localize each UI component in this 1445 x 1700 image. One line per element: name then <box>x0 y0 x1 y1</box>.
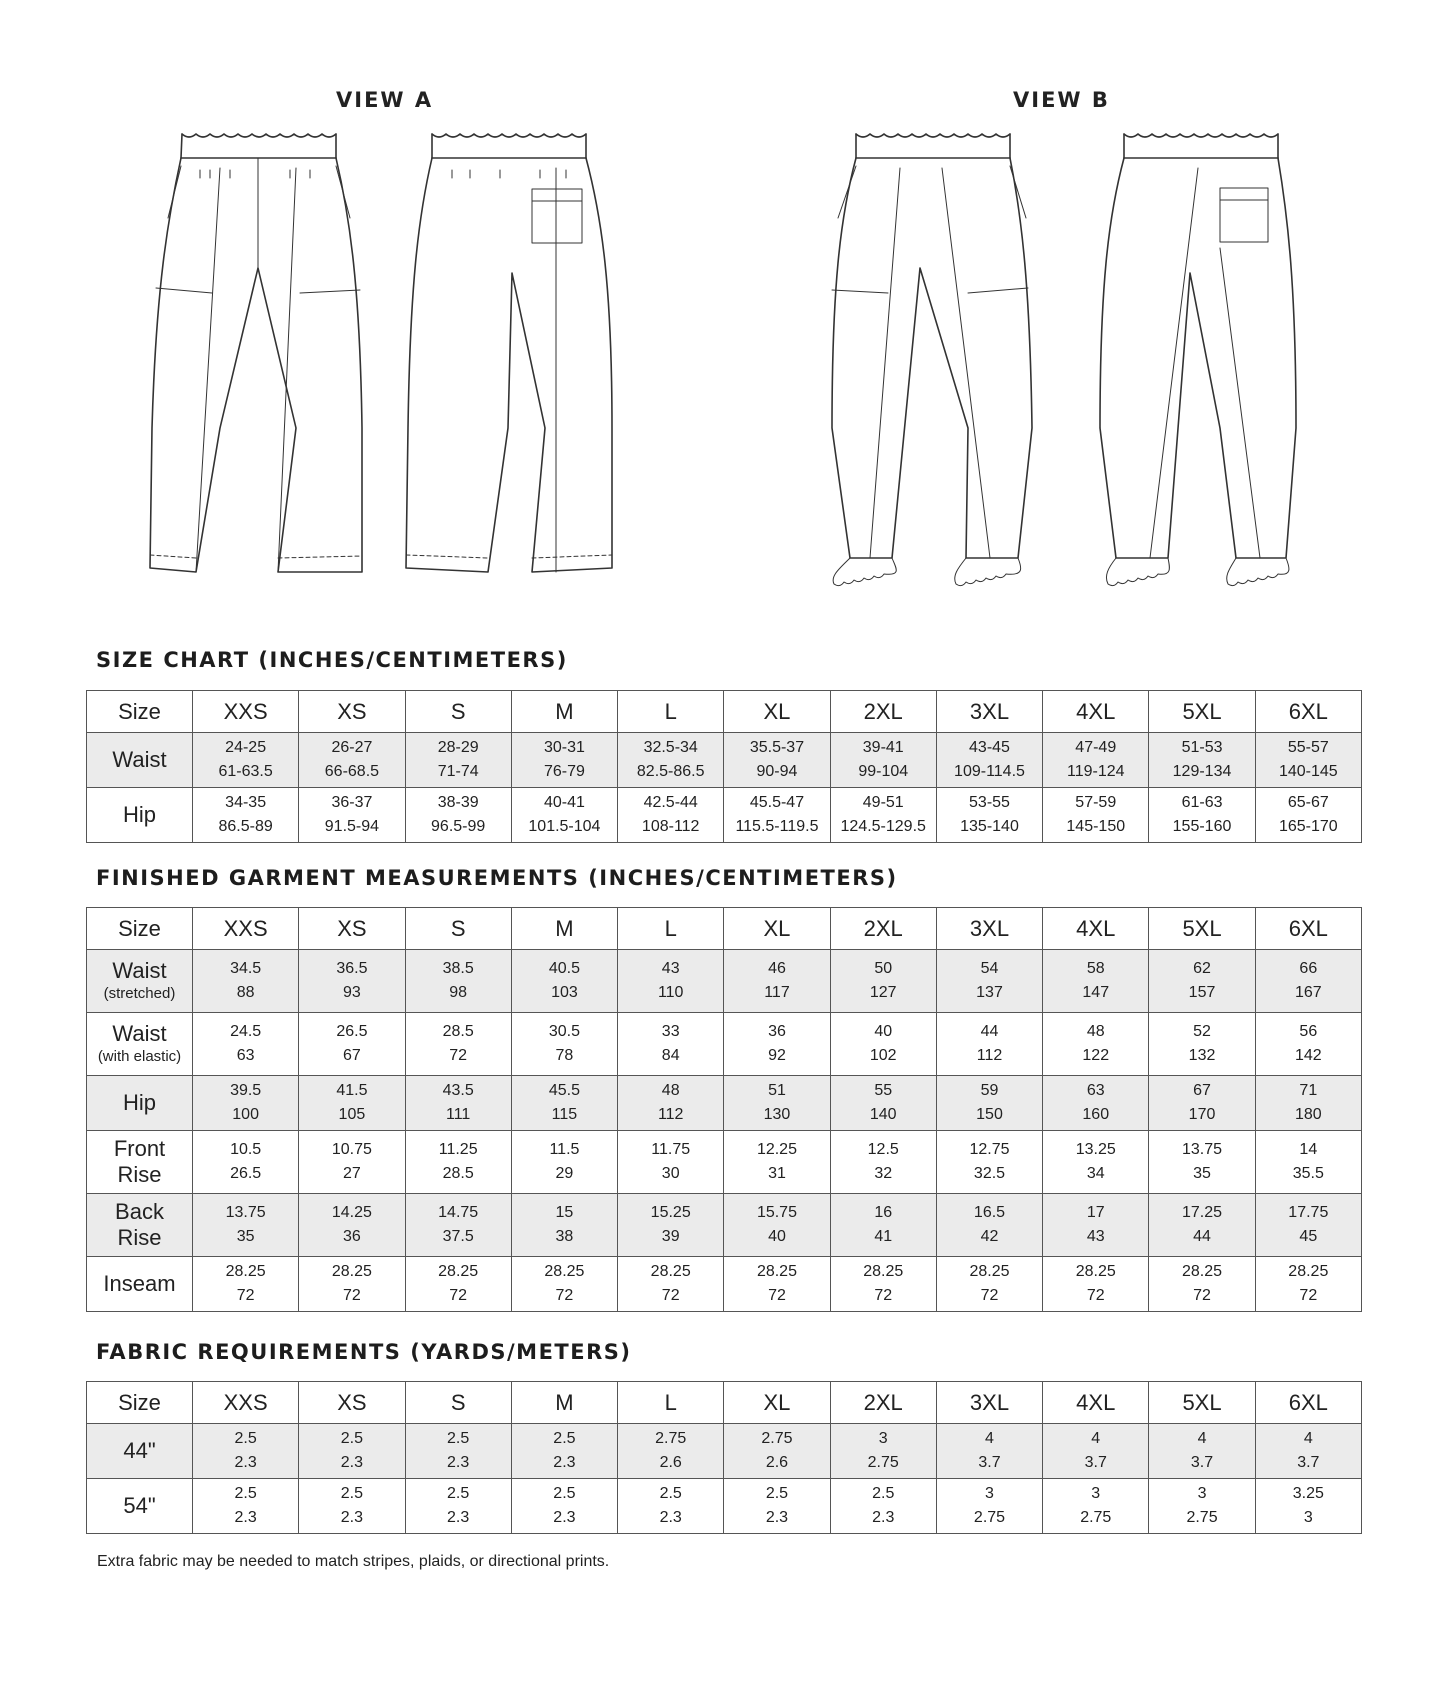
table-row <box>87 950 1362 1013</box>
table-cell: 14.75 37.5 <box>405 1194 511 1257</box>
table-cell: 10.5 26.5 <box>193 1131 299 1194</box>
finished-measurements-title: FINISHED GARMENT MEASUREMENTS (INCHES/CENTIMETERS) <box>96 866 898 890</box>
table-row <box>87 1076 1362 1131</box>
table-cell: 28.25 72 <box>193 1257 299 1312</box>
table-cell: 28.5 72 <box>405 1013 511 1076</box>
table-cell: 11.75 30 <box>618 1131 724 1194</box>
table-cell: 36.5 93 <box>299 950 405 1013</box>
table-cell: 2.5 2.3 <box>193 1479 299 1534</box>
table-cell: 14.25 36 <box>299 1194 405 1257</box>
table-cell: 65-67 165-170 <box>1255 788 1361 843</box>
table-cell: 16 41 <box>830 1194 936 1257</box>
table-cell: 36-37 91.5-94 <box>299 788 405 843</box>
table-cell: 67 170 <box>1149 1076 1255 1131</box>
size-column-header: 6XL <box>1255 908 1361 950</box>
table-cell: 14 35.5 <box>1255 1131 1361 1194</box>
table-cell: 4 3.7 <box>1255 1424 1361 1479</box>
size-column-header: L <box>618 908 724 950</box>
table-row <box>87 1424 1362 1479</box>
table-cell: 51-53 129-134 <box>1149 733 1255 788</box>
view-a-label: VIEW A <box>336 88 434 112</box>
table-cell: 28.25 72 <box>1149 1257 1255 1312</box>
table-cell: 3 2.75 <box>1043 1479 1149 1534</box>
table-cell: 46 117 <box>724 950 830 1013</box>
size-column-header: XS <box>299 1382 405 1424</box>
table-cell: 59 150 <box>936 1076 1042 1131</box>
table-cell: 28.25 72 <box>1043 1257 1149 1312</box>
table-cell: 3 2.75 <box>830 1424 936 1479</box>
table-cell: 24.5 63 <box>193 1013 299 1076</box>
table-row <box>87 1257 1362 1312</box>
row-label: 44" <box>87 1424 193 1479</box>
table-row <box>87 1131 1362 1194</box>
table-cell: 17.25 44 <box>1149 1194 1255 1257</box>
table-cell: 61-63 155-160 <box>1149 788 1255 843</box>
table-cell: 30-31 76-79 <box>511 733 617 788</box>
size-column-header: 2XL <box>830 1382 936 1424</box>
size-column-header: S <box>405 908 511 950</box>
table-cell: 15 38 <box>511 1194 617 1257</box>
table-cell: 71 180 <box>1255 1076 1361 1131</box>
row-label: Waist (with elastic) <box>87 1013 193 1076</box>
table-cell: 2.5 2.3 <box>724 1479 830 1534</box>
table-cell: 56 142 <box>1255 1013 1361 1076</box>
table-cell: 47-49 119-124 <box>1043 733 1149 788</box>
size-column-header: 5XL <box>1149 691 1255 733</box>
table-cell: 28.25 72 <box>405 1257 511 1312</box>
table-cell: 41.5 105 <box>299 1076 405 1131</box>
row-label: Hip <box>87 788 193 843</box>
size-column-header: 2XL <box>830 691 936 733</box>
table-cell: 28.25 72 <box>511 1257 617 1312</box>
table-cell: 45.5-47 115.5-119.5 <box>724 788 830 843</box>
view-b-label: VIEW B <box>1013 88 1110 112</box>
size-column-header: XL <box>724 908 830 950</box>
table-cell: 4 3.7 <box>1043 1424 1149 1479</box>
fabric-requirements-title: FABRIC REQUIREMENTS (YARDS/METERS) <box>96 1340 632 1364</box>
table-cell: 28.25 72 <box>830 1257 936 1312</box>
size-column-header: XXS <box>193 908 299 950</box>
row-label: Waist (stretched) <box>87 950 193 1013</box>
size-column-header: XL <box>724 1382 830 1424</box>
size-column-header: XS <box>299 908 405 950</box>
table-cell: 13.75 35 <box>193 1194 299 1257</box>
table-cell: 2.5 2.3 <box>193 1424 299 1479</box>
row-label: Hip <box>87 1076 193 1131</box>
table-cell: 52 132 <box>1149 1013 1255 1076</box>
table-cell: 2.5 2.3 <box>299 1424 405 1479</box>
table-cell: 13.75 35 <box>1149 1131 1255 1194</box>
table-cell: 11.25 28.5 <box>405 1131 511 1194</box>
table-cell: 62 157 <box>1149 950 1255 1013</box>
size-column-header: 4XL <box>1043 1382 1149 1424</box>
table-cell: 36 92 <box>724 1013 830 1076</box>
table-cell: 54 137 <box>936 950 1042 1013</box>
table-cell: 2.5 2.3 <box>299 1479 405 1534</box>
table-row <box>87 1013 1362 1076</box>
table-cell: 3 2.75 <box>1149 1479 1255 1534</box>
table-cell: 12.25 31 <box>724 1131 830 1194</box>
table-cell: 11.5 29 <box>511 1131 617 1194</box>
table-cell: 38.5 98 <box>405 950 511 1013</box>
view-b-front-pants <box>832 134 1032 586</box>
size-header: Size <box>87 1382 193 1424</box>
table-cell: 49-51 124.5-129.5 <box>830 788 936 843</box>
finished-measurements-table <box>86 907 1362 1312</box>
table-cell: 55 140 <box>830 1076 936 1131</box>
table-cell: 26-27 66-68.5 <box>299 733 405 788</box>
view-b-drawing <box>720 128 1440 598</box>
table-cell: 2.5 2.3 <box>830 1479 936 1534</box>
size-column-header: 6XL <box>1255 1382 1361 1424</box>
table-cell: 30.5 78 <box>511 1013 617 1076</box>
table-cell: 58 147 <box>1043 950 1149 1013</box>
size-column-header: 3XL <box>936 1382 1042 1424</box>
table-cell: 3 2.75 <box>936 1479 1042 1534</box>
table-cell: 17 43 <box>1043 1194 1149 1257</box>
view-a-back-pants <box>406 134 612 572</box>
view-b-back-pants <box>1100 134 1296 586</box>
finished-header-row <box>87 908 1362 950</box>
table-cell: 2.75 2.6 <box>724 1424 830 1479</box>
table-cell: 32.5-34 82.5-86.5 <box>618 733 724 788</box>
table-cell: 28.25 72 <box>618 1257 724 1312</box>
view-b-illustration <box>720 128 1440 598</box>
table-row <box>87 788 1362 843</box>
table-cell: 63 160 <box>1043 1076 1149 1131</box>
table-cell: 66 167 <box>1255 950 1361 1013</box>
table-cell: 45.5 115 <box>511 1076 617 1131</box>
size-column-header: 2XL <box>830 908 936 950</box>
table-cell: 40 102 <box>830 1013 936 1076</box>
table-row <box>87 1479 1362 1534</box>
row-label: 54" <box>87 1479 193 1534</box>
table-cell: 10.75 27 <box>299 1131 405 1194</box>
table-cell: 39-41 99-104 <box>830 733 936 788</box>
table-cell: 28.25 72 <box>936 1257 1042 1312</box>
table-cell: 15.25 39 <box>618 1194 724 1257</box>
table-cell: 28.25 72 <box>724 1257 830 1312</box>
size-column-header: 4XL <box>1043 908 1149 950</box>
table-cell: 3.25 3 <box>1255 1479 1361 1534</box>
table-cell: 2.5 2.3 <box>618 1479 724 1534</box>
size-column-header: 4XL <box>1043 691 1149 733</box>
table-cell: 48 112 <box>618 1076 724 1131</box>
table-cell: 53-55 135-140 <box>936 788 1042 843</box>
table-cell: 28.25 72 <box>1255 1257 1361 1312</box>
size-column-header: M <box>511 691 617 733</box>
size-column-header: XXS <box>193 1382 299 1424</box>
table-cell: 24-25 61-63.5 <box>193 733 299 788</box>
table-cell: 44 112 <box>936 1013 1042 1076</box>
fabric-requirements-table <box>86 1381 1362 1534</box>
row-label: Inseam <box>87 1257 193 1312</box>
table-cell: 40.5 103 <box>511 950 617 1013</box>
row-label: Waist <box>87 733 193 788</box>
size-header: Size <box>87 908 193 950</box>
table-cell: 33 84 <box>618 1013 724 1076</box>
table-cell: 35.5-37 90-94 <box>724 733 830 788</box>
view-a-front-pants <box>150 134 362 572</box>
table-cell: 28-29 71-74 <box>405 733 511 788</box>
table-cell: 2.5 2.3 <box>511 1424 617 1479</box>
size-column-header: 6XL <box>1255 691 1361 733</box>
size-column-header: XS <box>299 691 405 733</box>
size-column-header: 5XL <box>1149 908 1255 950</box>
size-header: Size <box>87 691 193 733</box>
fabric-note: Extra fabric may be needed to match stripes, plaids, or directional prints. <box>97 1553 610 1570</box>
table-cell: 12.5 32 <box>830 1131 936 1194</box>
table-cell: 51 130 <box>724 1076 830 1131</box>
size-column-header: XXS <box>193 691 299 733</box>
table-cell: 34.5 88 <box>193 950 299 1013</box>
size-column-header: L <box>618 691 724 733</box>
fabric-header-row <box>87 1382 1362 1424</box>
table-cell: 50 127 <box>830 950 936 1013</box>
table-cell: 2.5 2.3 <box>405 1479 511 1534</box>
size-column-header: 3XL <box>936 691 1042 733</box>
table-cell: 12.75 32.5 <box>936 1131 1042 1194</box>
size-chart-header-row <box>87 691 1362 733</box>
row-label: Back Rise <box>87 1194 193 1257</box>
view-a-illustration <box>0 128 720 598</box>
table-cell: 40-41 101.5-104 <box>511 788 617 843</box>
table-cell: 39.5 100 <box>193 1076 299 1131</box>
size-chart-table <box>86 690 1362 843</box>
table-cell: 28.25 72 <box>299 1257 405 1312</box>
table-cell: 15.75 40 <box>724 1194 830 1257</box>
table-cell: 2.75 2.6 <box>618 1424 724 1479</box>
table-cell: 16.5 42 <box>936 1194 1042 1257</box>
table-cell: 2.5 2.3 <box>405 1424 511 1479</box>
table-cell: 4 3.7 <box>1149 1424 1255 1479</box>
table-cell: 4 3.7 <box>936 1424 1042 1479</box>
table-cell: 43-45 109-114.5 <box>936 733 1042 788</box>
table-row <box>87 733 1362 788</box>
table-cell: 43 110 <box>618 950 724 1013</box>
size-column-header: 3XL <box>936 908 1042 950</box>
table-row <box>87 1194 1362 1257</box>
size-column-header: M <box>511 1382 617 1424</box>
size-column-header: S <box>405 1382 511 1424</box>
size-column-header: L <box>618 1382 724 1424</box>
size-column-header: M <box>511 908 617 950</box>
view-a-drawing <box>0 128 720 598</box>
size-column-header: XL <box>724 691 830 733</box>
table-cell: 13.25 34 <box>1043 1131 1149 1194</box>
table-cell: 55-57 140-145 <box>1255 733 1361 788</box>
table-cell: 26.5 67 <box>299 1013 405 1076</box>
table-cell: 43.5 111 <box>405 1076 511 1131</box>
table-cell: 42.5-44 108-112 <box>618 788 724 843</box>
size-chart-title: SIZE CHART (INCHES/CENTIMETERS) <box>96 648 568 672</box>
table-cell: 17.75 45 <box>1255 1194 1361 1257</box>
row-label: Front Rise <box>87 1131 193 1194</box>
table-cell: 48 122 <box>1043 1013 1149 1076</box>
table-cell: 34-35 86.5-89 <box>193 788 299 843</box>
table-cell: 2.5 2.3 <box>511 1479 617 1534</box>
size-column-header: 5XL <box>1149 1382 1255 1424</box>
size-column-header: S <box>405 691 511 733</box>
table-cell: 38-39 96.5-99 <box>405 788 511 843</box>
table-cell: 57-59 145-150 <box>1043 788 1149 843</box>
